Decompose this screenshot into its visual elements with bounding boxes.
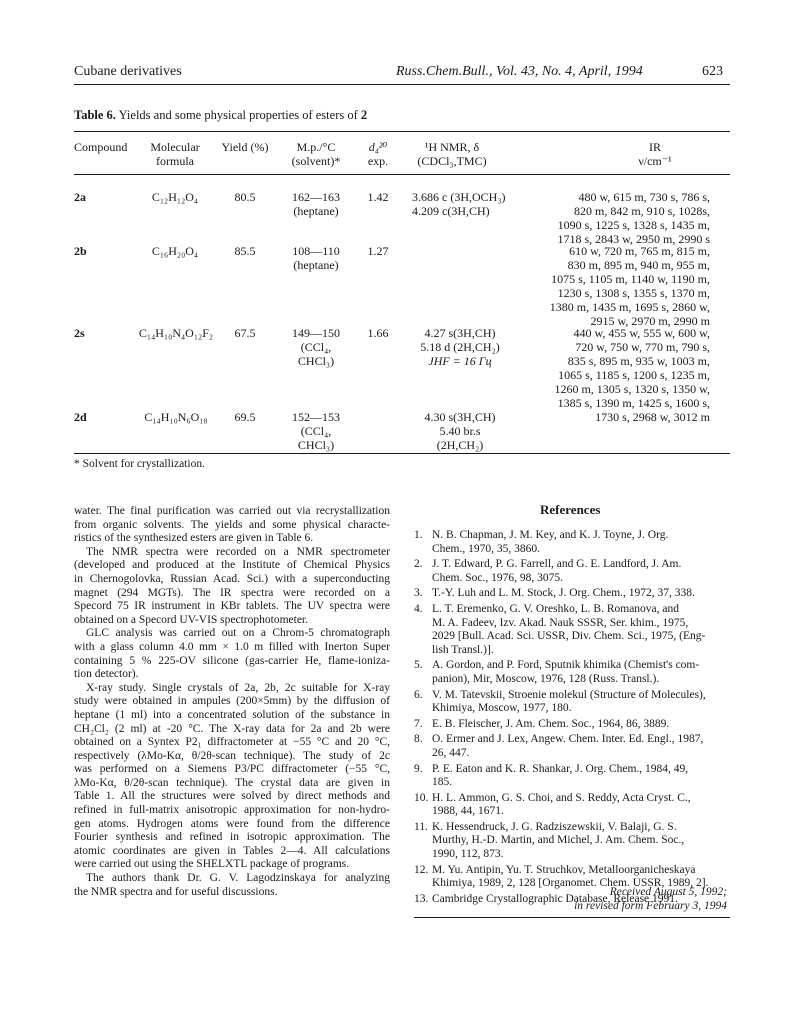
row-2b-density: 1.27 bbox=[367, 244, 389, 258]
table-footnote: * Solvent for crystallization. bbox=[74, 458, 205, 470]
body-line: obtained on a Specord UV-VIS spectrophotometer. bbox=[74, 613, 308, 626]
reference-number: 11. bbox=[414, 820, 428, 833]
body-line: tion detector). bbox=[74, 668, 139, 681]
reference-item bbox=[414, 529, 728, 556]
reference-item bbox=[414, 718, 728, 732]
row-2b-compound: 2b bbox=[74, 244, 87, 258]
row-2a-formula: C₁₂H₁₂O₄ bbox=[151, 190, 199, 204]
body-line: study were obtained in ampules (200×5mm) by the diffusion of bbox=[74, 695, 390, 708]
reference-line: V. M. Tatevskii, Stroenie molekul (Structure of Molecules), bbox=[432, 688, 706, 701]
reference-item bbox=[414, 659, 728, 686]
reference-line: 2029 [Bull. Acad. Sci. USSR, Div. Chem. Sci., 1975, (Eng- bbox=[432, 630, 706, 643]
reference-line: 185. bbox=[432, 776, 453, 789]
body-line: containing 5 % 225-OV silicone (gas-carrier He, flame-ioniza- bbox=[74, 654, 390, 667]
body-line: The NMR spectra were recorded on a NMR spectrometer bbox=[86, 545, 390, 558]
row-2s-density: 1.66 bbox=[367, 326, 389, 340]
row-2a-density: 1.42 bbox=[367, 190, 389, 204]
revised-date: in revised form February 3, 1994 bbox=[574, 900, 727, 912]
reference-line: Khimiya, Moscow, 1977, 180. bbox=[432, 702, 572, 715]
reference-line: M. Yu. Antipin, Yu. T. Struchkov, Metalloorganicheskaya bbox=[432, 863, 696, 876]
page-number: 623 bbox=[702, 64, 723, 79]
row-2a-mp: 162—163 (heptane) bbox=[292, 190, 340, 218]
body-line: GLC analysis was carried out on a Chrom-5 chromatograph bbox=[86, 627, 390, 640]
reference-line: lish Transl.)]. bbox=[432, 643, 494, 656]
reference-line: J. T. Edward, P. G. Farrell, and G. E. Landford, J. Am. bbox=[432, 558, 682, 571]
header-rule bbox=[74, 84, 730, 85]
reference-number: 3. bbox=[414, 587, 423, 600]
col-header-mp: M.p./°C (solvent)* bbox=[291, 140, 341, 168]
references-list bbox=[414, 529, 728, 908]
col-header-ir: IR ν/cm⁻¹ bbox=[638, 140, 672, 168]
col-header-compound: Compound bbox=[74, 140, 128, 154]
body-line: gen atoms. Hydrogen atoms were found from the difference bbox=[74, 817, 390, 830]
col-header-nmr: ¹H NMR, δ (CDCl₃,TMC) bbox=[417, 140, 487, 168]
row-2d-mp: 152—153 (CCl₄, CHCl₃) bbox=[292, 410, 340, 452]
body-line: water. The final purification was carried out via recrystallization bbox=[74, 505, 390, 517]
col-header-density: d₄²⁰ exp. bbox=[367, 140, 389, 168]
reference-number: 12. bbox=[414, 863, 429, 876]
row-2s-mp: 149—150 (CCl₄, CHCl₃) bbox=[292, 326, 340, 368]
row-2s-yield: 67.5 bbox=[234, 326, 256, 340]
table-bottom-rule bbox=[74, 453, 730, 454]
running-head-title: Cubane derivatives bbox=[74, 64, 182, 79]
reference-line: Murthy, H.-D. Martin, and Michel, J. Am. Chem. Soc., bbox=[432, 834, 685, 847]
body-line: the NMR spectra and for useful discussions. bbox=[74, 885, 278, 898]
row-2s-compound: 2s bbox=[74, 326, 85, 340]
row-2s-ir: 440 w, 455 w, 555 w, 600 w, 720 w, 750 w, 770 m, 790 s, 835 s, 895 m, 935 w, 1003 m, 1065 s, 1185 s, 1200 s, 1235 m, 1260 m, 1305 s, 1320 s, 1350 w, 1385 s, 1390 m, 1425 s, 1600 s, 1730 s, 2968 w, 3012 m bbox=[554, 326, 710, 424]
row-2d-nmr: 4.30 s(3H,CH) 5.40 br.s (2H,CH₂) bbox=[424, 410, 496, 452]
body-line: in Chernogolovka, Russian Acad. Sci.) with a superconducting bbox=[74, 572, 390, 585]
reference-line: O. Ermer and J. Lex, Angew. Chem. Inter. Ed. Engl., 1987, bbox=[432, 733, 704, 746]
body-line: Table 1. All the structures were solved by direct methods and bbox=[74, 790, 390, 803]
reference-line: Cambridge Crystallographic Database, Release 1991. bbox=[432, 892, 678, 905]
reference-line: M. A. Fadeev, Izv. Akad. Nauk SSSR, Ser. khim., 1975, bbox=[432, 616, 689, 629]
reference-line: Khimiya, 1989, 2, 128 [Organomet. Chem. USSR, 1989, 2]. bbox=[432, 877, 709, 890]
journal-citation: Russ.Chem.Bull., Vol. 43, No. 4, April, 1994 bbox=[396, 64, 643, 79]
row-2s-formula: C₁₄H₁₀N₄O₁₂F₂ bbox=[138, 326, 214, 340]
reference-line: T.-Y. Luh and L. M. Stock, J. Org. Chem., 1972, 37, 338. bbox=[432, 587, 695, 600]
body-line: with a glass column 4.0 mm × 1.0 m filled with Inerton Super bbox=[74, 640, 390, 653]
body-line: heptane (1 ml) into a concentrated solution of the substance in bbox=[74, 708, 390, 721]
reference-number: 6. bbox=[414, 688, 423, 701]
body-line: from organic solvents. The yields and some physical characte- bbox=[74, 518, 390, 531]
reference-line: E. B. Fleischer, J. Am. Chem. Soc., 1964, 86, 3889. bbox=[432, 717, 670, 730]
table-caption: Table 6. Yields and some physical properties of esters of 2 bbox=[74, 108, 368, 122]
references-heading: References bbox=[540, 502, 601, 517]
body-line: respectively (λMo-Kα, θ/2θ-scan technique). The study of 2c bbox=[74, 749, 390, 762]
reference-number: 13. bbox=[414, 892, 429, 905]
row-2s-nmr: 4.27 s(3H,CH) 5.18 d (2H,CH₂) JHF = 16 Гц bbox=[420, 326, 500, 368]
reference-item bbox=[414, 689, 728, 716]
reference-number: 2. bbox=[414, 558, 423, 571]
body-line: The authors thank Dr. G. V. Lagodzinskaya for analyzing bbox=[86, 872, 390, 885]
body-line: CH₂Cl₂ (2 ml) at -20 °C. The X-ray data for 2a and 2b were bbox=[74, 722, 390, 735]
row-2d-yield: 69.5 bbox=[234, 410, 256, 424]
body-text-left-column bbox=[74, 505, 390, 899]
reference-line: 1988, 44, 1671. bbox=[432, 805, 504, 818]
reference-number: 9. bbox=[414, 762, 423, 775]
reference-line: Chem. Soc., 1976, 98, 3075. bbox=[432, 571, 563, 584]
reference-line: N. B. Chapman, J. M. Key, and K. J. Toyne, J. Org. bbox=[432, 529, 669, 541]
end-rule bbox=[414, 917, 730, 918]
row-2a-compound: 2a bbox=[74, 190, 86, 204]
row-2d-compound: 2d bbox=[74, 410, 87, 424]
col-header-yield: Yield (%) bbox=[221, 140, 269, 154]
body-line: magnet (294 MGTs). The IR spectra were recorded on a bbox=[74, 586, 390, 599]
row-2b-ir: 610 w, 720 m, 765 m, 815 m, 830 m, 895 m, 940 m, 955 m, 1075 s, 1105 m, 1140 w, 1190 m, 1230 s, 1308 s, 1355 s, 1370 m, 1380 m, 1435 m, 1695 s, 2860 w, 2915 w, 2970 m, 2990 m bbox=[549, 244, 710, 328]
row-2a-nmr: 3.686 c (3H,OCH₃) 4.209 c(3H,CH) bbox=[412, 190, 506, 218]
reference-item bbox=[414, 792, 728, 819]
reference-number: 5. bbox=[414, 659, 423, 672]
body-line: λMo-Kα, θ/2θ-scan technique). The crystal data are given in bbox=[74, 776, 390, 789]
reference-item bbox=[414, 821, 728, 862]
body-line: Specord 75 IR instrument in KBr tablets. The UV spectra were bbox=[74, 600, 390, 613]
body-line: X-ray study. Single crystals of 2a, 2b, 2c suitable for X-ray bbox=[86, 681, 390, 694]
reference-line: P. E. Eaton and K. R. Shankar, J. Org. Chem., 1984, 49, bbox=[432, 762, 689, 775]
reference-line: H. L. Ammon, G. S. Choi, and S. Reddy, Acta Cryst. C., bbox=[432, 791, 691, 804]
reference-line: L. T. Eremenko, G. V. Oreshko, L. B. Romanova, and bbox=[432, 602, 680, 615]
row-2b-formula: C₁₆H₂₀O₄ bbox=[151, 244, 199, 258]
reference-number: 8. bbox=[414, 733, 423, 746]
body-line: was performed on a Siemens P3/PC diffractometer (−55 °C, bbox=[74, 763, 390, 776]
reference-item bbox=[414, 603, 728, 657]
reference-number: 7. bbox=[414, 717, 423, 730]
row-2b-mp: 108—110 (heptane) bbox=[292, 244, 340, 272]
body-line: (developed and produced at the Institute of Chemical Physics bbox=[74, 559, 390, 572]
reference-line: panion), Mir, Moscow, 1976, 128 (Russ. Transl.). bbox=[432, 672, 660, 685]
reference-line: 1990, 112, 873. bbox=[432, 848, 504, 861]
reference-number: 4. bbox=[414, 602, 423, 615]
reference-item bbox=[414, 763, 728, 790]
body-line: refined in full-matrix anisotropic approximation for non-hydro- bbox=[74, 804, 390, 817]
reference-item bbox=[414, 733, 728, 760]
reference-line: 26, 447. bbox=[432, 746, 470, 759]
body-line: Fourier synthesis and refined in isotropic approximation. The bbox=[74, 831, 390, 844]
received-date: Received August 5, 1992; bbox=[609, 886, 727, 898]
reference-line: K. Hessendruck, J. G. Radziszewskii, V. Balaji, G. S. bbox=[432, 820, 677, 833]
body-line: obtained on a Syntex P2₁ diffractometer at −55 °C and 20 °C, bbox=[74, 736, 390, 749]
body-line: ristics of the synthesized esters are given in Table 6. bbox=[74, 532, 314, 545]
reference-number: 10. bbox=[414, 791, 429, 804]
body-line: atomic coordinates are given in Tables 2—4. All calculations bbox=[74, 844, 390, 857]
body-line: were carried out using the SHELXTL package of programs. bbox=[74, 858, 350, 871]
reference-item bbox=[414, 558, 728, 585]
reference-number: 1. bbox=[414, 529, 423, 541]
row-2a-ir: 480 w, 615 m, 730 s, 786 s, 820 m, 842 m, 910 s, 1028s, 1090 s, 1225 s, 1328 s, 1435 m, 1718 s, 2843 w, 2950 m, 2990 s bbox=[557, 190, 710, 246]
table-top-rule bbox=[74, 131, 730, 132]
reference-line: Chem., 1970, 35, 3860. bbox=[432, 542, 540, 555]
reference-item bbox=[414, 587, 728, 601]
col-header-formula: Molecular formula bbox=[150, 140, 200, 168]
reference-line: A. Gordon, and P. Ford, Sputnik khimika (Chemist's com- bbox=[432, 659, 700, 672]
row-2b-yield: 85.5 bbox=[234, 244, 256, 258]
table-header-rule bbox=[74, 174, 730, 175]
row-2d-formula: C₁₄H₁₀N₆O₁₈ bbox=[144, 410, 208, 424]
row-2a-yield: 80.5 bbox=[234, 190, 256, 204]
